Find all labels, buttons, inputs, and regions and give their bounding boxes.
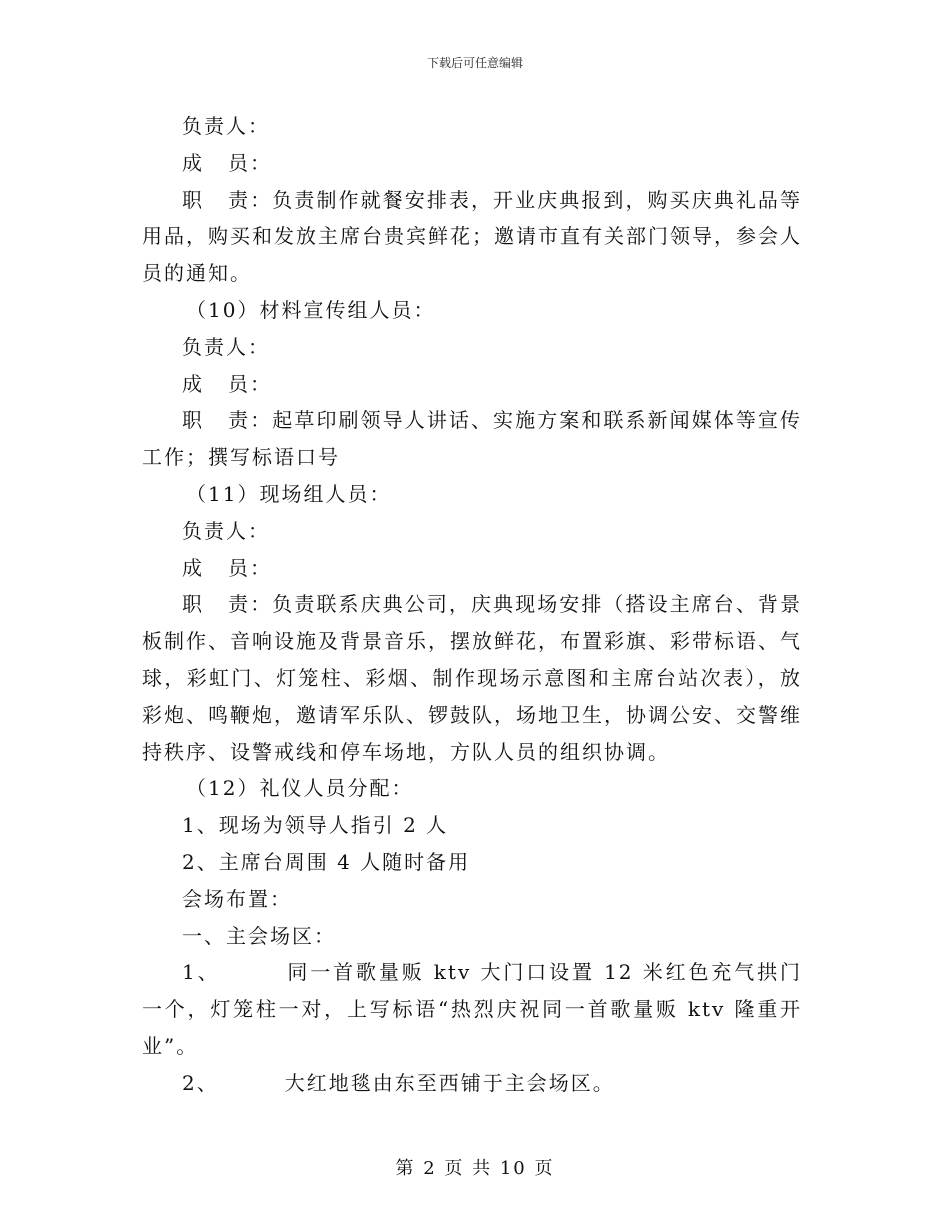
text-line: 员： bbox=[228, 371, 272, 396]
paragraph bbox=[142, 844, 802, 881]
paragraph bbox=[142, 182, 802, 292]
paragraph bbox=[142, 1065, 802, 1102]
section-heading: （12）礼仪人员分配： bbox=[186, 776, 414, 801]
text-line: 负责人： bbox=[182, 114, 270, 138]
list-item: 2、主席台周围 4 人随时备用 bbox=[182, 849, 471, 874]
text-line: 负责人： bbox=[182, 518, 270, 543]
paragraph bbox=[142, 329, 802, 366]
paragraph bbox=[142, 918, 802, 955]
page-footer: 第 2 页 共 10 页 bbox=[395, 1158, 555, 1179]
paragraph bbox=[142, 881, 802, 918]
paragraph bbox=[142, 586, 802, 770]
paragraph bbox=[142, 145, 802, 182]
paragraph bbox=[142, 108, 802, 145]
text-line: 职 bbox=[182, 187, 205, 212]
section-heading: （11）现场组人员： bbox=[186, 481, 392, 506]
paragraph bbox=[142, 954, 802, 1064]
text-line: 负责人： bbox=[182, 334, 270, 359]
text-line: 责：负责联系庆典公司，庆典现场安排（搭设主席台、背景板制作、音响设施及背景音乐，摆放鲜花，布置彩旗、彩带标语、气球，彩虹门、灯笼柱、彩烟、制作现场示意图和主席台站次表），放彩炮、鸣鞭炮，邀请军乐队、锣鼓队，场地卫生，协调公安、交警维持秩序、设警戒线和停车场地，方队人员的组织协调。 bbox=[142, 592, 803, 764]
list-item: 大红地毯由东至西铺于主会场区。 bbox=[284, 1070, 615, 1095]
list-number: 1、 bbox=[182, 960, 221, 985]
paragraph bbox=[142, 476, 802, 513]
text-line: 职 bbox=[182, 408, 205, 433]
paragraph bbox=[142, 292, 802, 329]
section-heading: （10）材料宣传组人员： bbox=[186, 297, 436, 322]
list-number: 2、 bbox=[182, 1070, 219, 1095]
page-header: 下载后可任意编辑 bbox=[426, 56, 523, 70]
paragraph bbox=[142, 807, 802, 844]
paragraph bbox=[142, 366, 802, 403]
paragraph bbox=[142, 402, 802, 476]
section-heading: 会场布置： bbox=[182, 886, 292, 911]
text-line: 成 bbox=[182, 371, 204, 396]
document-body bbox=[142, 108, 802, 1102]
text-line: 责：负责制作就餐安排表，开业庆典报到，购买庆典礼品等用品，购买和发放主席台贵宾鲜花；邀请市直有关部门领导，参会人员的通知。 bbox=[142, 187, 803, 286]
list-item: 同一首歌量贩 ktv 大门口设置 12 米红色充气拱门一个，灯笼柱一对，上写标语“热烈庆祝同一首歌量贩 ktv 隆重开业”。 bbox=[142, 960, 802, 1058]
text-line: 成 bbox=[182, 555, 204, 580]
paragraph bbox=[142, 770, 802, 807]
list-item: 1、现场为领导人指引 2 人 bbox=[182, 813, 449, 838]
text-line: 职 bbox=[182, 592, 205, 617]
text-line: 员： bbox=[228, 555, 272, 580]
text-line: 员： bbox=[228, 150, 272, 175]
paragraph bbox=[142, 550, 802, 587]
paragraph bbox=[142, 513, 802, 550]
text-line: 责：起草印刷领导人讲话、实施方案和联系新闻媒体等宣传工作；撰写标语口号 bbox=[142, 408, 803, 470]
text-line: 成 bbox=[182, 150, 204, 175]
section-heading: 一、主会场区： bbox=[182, 923, 336, 948]
